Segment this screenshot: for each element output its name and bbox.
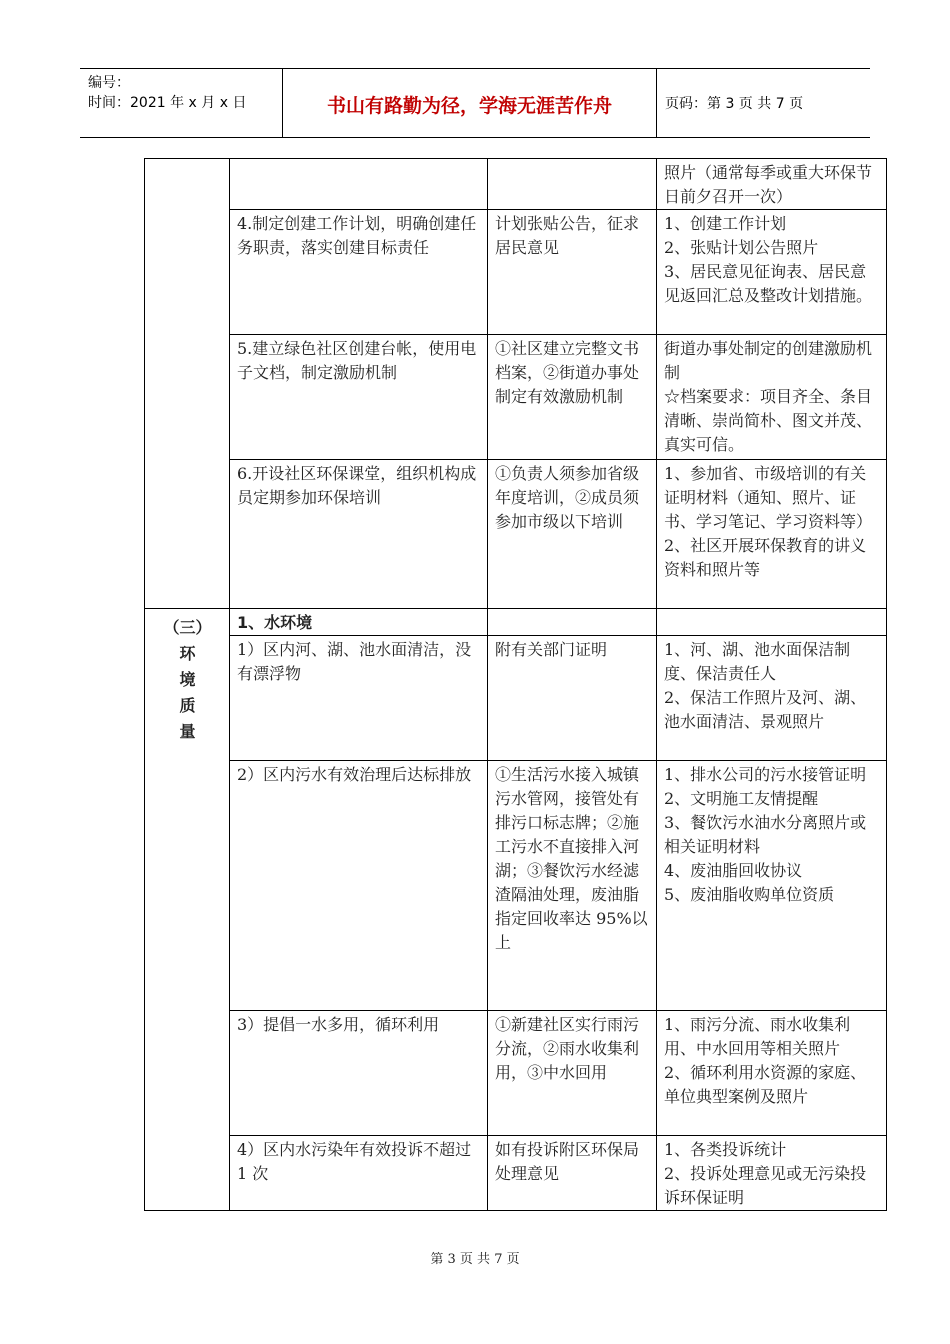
evidence-cell (657, 609, 887, 636)
evidence-cell: 1、各类投诉统计 2、投诉处理意见或无污染投诉环保证明 (657, 1136, 887, 1211)
table-row (145, 609, 887, 636)
method-cell (488, 159, 657, 210)
header-motto: 书山有路勤为径，学海无涯苦作舟 (326, 95, 612, 117)
table-row (145, 1136, 887, 1211)
evidence-cell: 1、雨污分流、雨水收集利用、中水回用等相关照片 2、循环利用水资源的家庭、单位典型案例及照片 (657, 1011, 887, 1136)
table-row (145, 210, 887, 335)
page-footer: 第 3 页 共 7 页 (430, 1252, 520, 1267)
item-cell: 5.建立绿色社区创建台帐，使用电子文档，制定激励机制 (230, 335, 488, 460)
table-row (145, 1011, 887, 1136)
header-meta (88, 73, 278, 113)
item-cell (230, 159, 488, 210)
serial-label: 编号： (88, 75, 130, 91)
header-page-info: 页码：第 3 页 共 7 页 (665, 96, 804, 112)
header-divider (656, 69, 657, 137)
table-row (145, 159, 887, 210)
item-cell: 1）区内河、湖、池水面清洁，没有漂浮物 (230, 636, 488, 761)
method-cell: ①社区建立完整文书档案，②街道办事处制定有效激励机制 (488, 335, 657, 460)
evidence-cell: 1、参加省、市级培训的有关证明材料（通知、照片、证书、学习笔记、学习资料等） 2、社区开展环保教育的讲义资料和照片等 (657, 460, 887, 609)
evidence-cell: 照片（通常每季或重大环保节日前夕召开一次） (657, 159, 887, 210)
evidence-cell: 街道办事处制定的创建激励机制 ☆档案要求：项目齐全、条目清晰、崇尚简朴、图文并茂、真实可信。 (657, 335, 887, 460)
method-cell: ①生活污水接入城镇污水管网，接管处有排污口标志牌；②施工污水不直接排入河湖；③餐饮污水经滤渣隔油处理，废油脂指定回收率达 95%以上 (488, 761, 657, 1011)
section-number: （三） (163, 618, 212, 637)
item-cell: 6.开设社区环保课堂，组织机构成员定期参加环保培训 (230, 460, 488, 609)
criteria-table (144, 158, 887, 1211)
section-label (145, 609, 230, 1211)
table-row (145, 335, 887, 460)
evidence-cell: 1、排水公司的污水接管证明 2、文明施工友情提醒 3、餐饮污水油水分离照片或相关证明材料 4、废油脂回收协议 5、废油脂收购单位资质 (657, 761, 887, 1011)
item-cell: 3）提倡一水多用，循环利用 (230, 1011, 488, 1136)
method-cell (488, 609, 657, 636)
evidence-cell: 1、创建工作计划 2、张贴计划公告照片 3、居民意见征询表、居民意见返回汇总及整改计划措施。 (657, 210, 887, 335)
section-title: 环 境 质 量 (179, 644, 196, 741)
table-row (145, 636, 887, 761)
item-cell: 4.制定创建工作计划，明确创建任务职责，落实创建目标责任 (230, 210, 488, 335)
subsection-heading: 1、水环境 (230, 609, 488, 636)
table-row (145, 460, 887, 609)
section-cell-empty (145, 159, 230, 609)
table-row (145, 761, 887, 1011)
method-cell: 如有投诉附区环保局处理意见 (488, 1136, 657, 1211)
time-label: 时间：2021 年 x 月 x 日 (88, 95, 247, 111)
evidence-cell: 1、河、湖、池水面保洁制度、保洁责任人 2、保洁工作照片及河、湖、池水面清洁、景观照片 (657, 636, 887, 761)
method-cell: ①负责人须参加省级年度培训，②成员须参加市级以下培训 (488, 460, 657, 609)
item-cell: 4）区内水污染年有效投诉不超过 1 次 (230, 1136, 488, 1211)
method-cell: 计划张贴公告，征求居民意见 (488, 210, 657, 335)
item-cell: 2）区内污水有效治理后达标排放 (230, 761, 488, 1011)
page-header (80, 68, 870, 138)
method-cell: 附有关部门证明 (488, 636, 657, 761)
method-cell: ①新建社区实行雨污分流，②雨水收集利用，③中水回用 (488, 1011, 657, 1136)
